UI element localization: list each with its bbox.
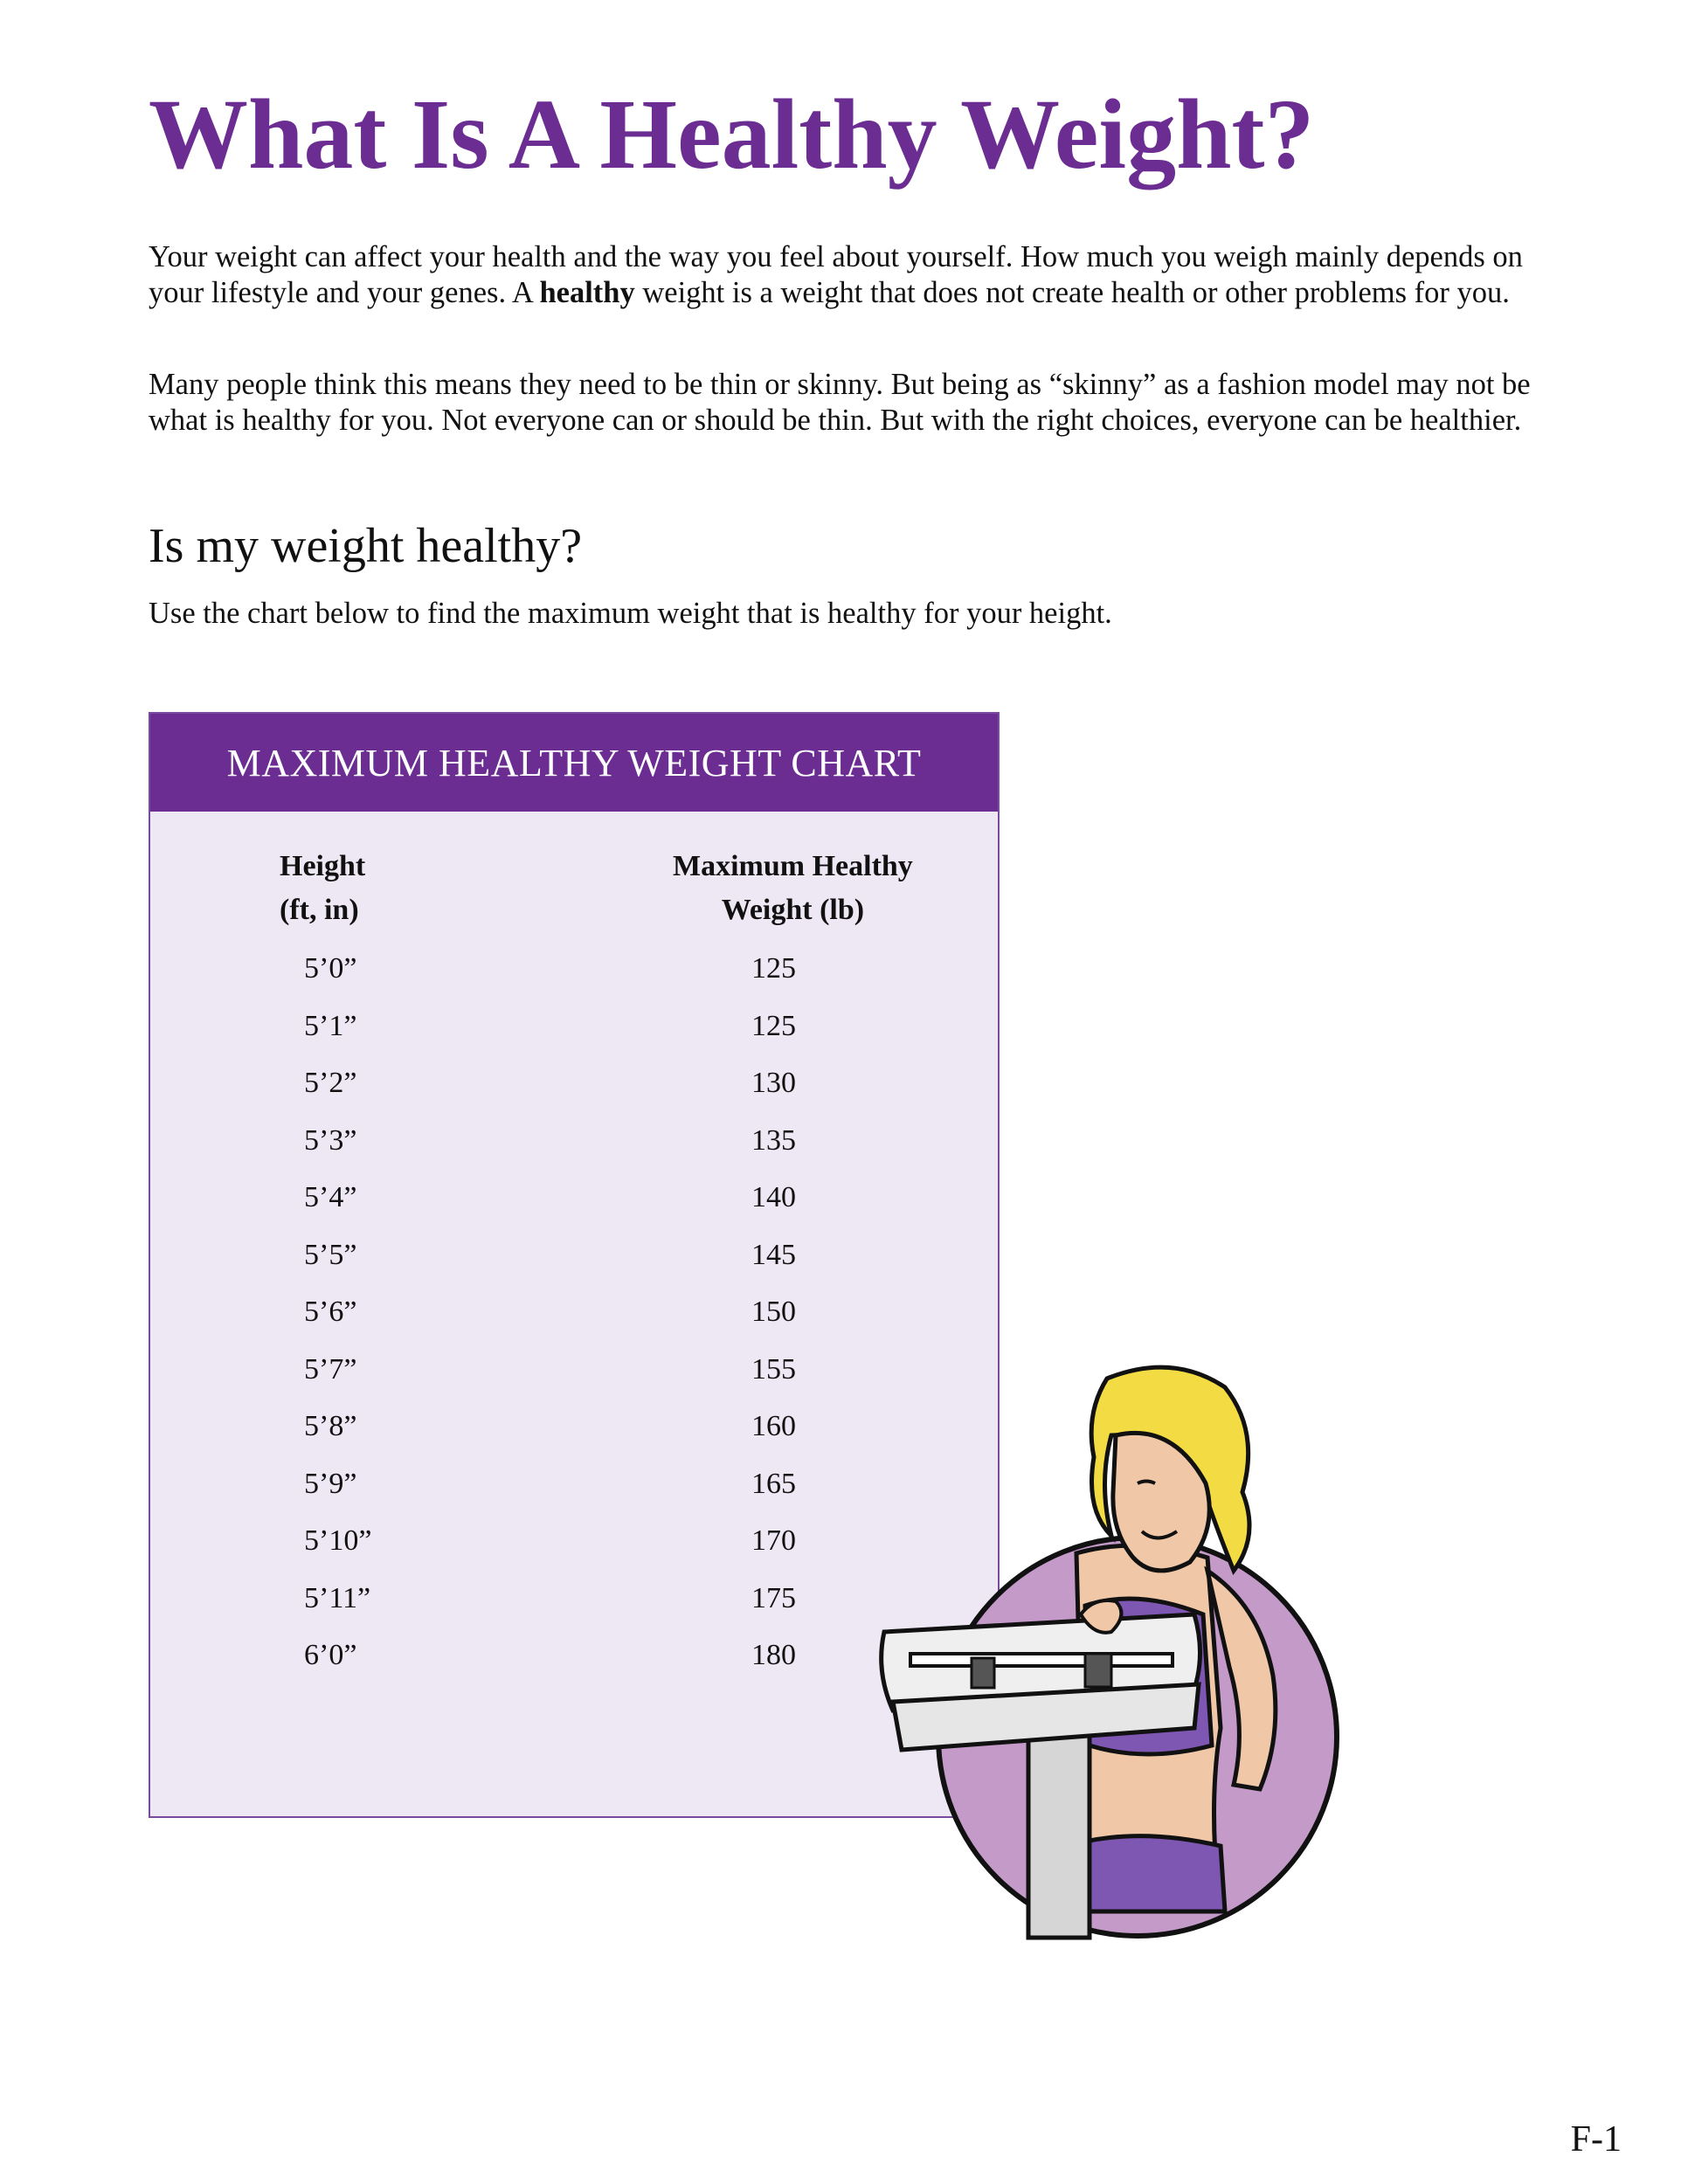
height-cell: 5’4” xyxy=(304,1181,357,1213)
table-row xyxy=(150,1001,998,1059)
table-row xyxy=(150,1344,998,1402)
height-cell: 5’1” xyxy=(304,1009,357,1042)
column-header-weight xyxy=(673,845,913,932)
table-row xyxy=(150,943,998,1001)
scale-column xyxy=(1028,1728,1090,1938)
weight-cell: 160 xyxy=(751,1410,796,1442)
page-title: What Is A Healthy Weight? xyxy=(149,79,1315,190)
table-row xyxy=(150,1401,998,1459)
weight-cell: 150 xyxy=(751,1296,796,1328)
weight-cell: 125 xyxy=(751,1009,796,1042)
weight-cell: 130 xyxy=(751,1067,796,1099)
chart-title: MAXIMUM HEALTHY WEIGHT CHART xyxy=(150,714,998,812)
intro-p1-bold: healthy xyxy=(539,276,635,309)
intro-p1-text-a: Your weight can affect your health and the way you feel about yourself. How much you weigh mainly depends on your lifestyle and your genes. A xyxy=(149,240,1523,309)
height-cell: 5’2” xyxy=(304,1067,357,1099)
table-row xyxy=(150,1287,998,1344)
scale-weight-slider xyxy=(972,1658,994,1688)
height-cell: 5’10” xyxy=(304,1524,372,1557)
weight-cell: 135 xyxy=(751,1123,796,1157)
height-cell: 5’3” xyxy=(304,1123,357,1157)
height-cell: 6’0” xyxy=(304,1639,357,1671)
table-row xyxy=(150,1630,998,1688)
column-header-height xyxy=(280,845,365,932)
table-row xyxy=(150,1172,998,1230)
weight-chart-table xyxy=(149,712,1000,1818)
intro-p1-text-b: weight is a weight that does not create health or other problems for you. xyxy=(634,276,1510,309)
intro-paragraph-1 xyxy=(149,239,1581,311)
page-number: F-1 xyxy=(1570,2119,1622,2160)
scale-beam-bar xyxy=(910,1654,1173,1666)
height-cell: 5’0” xyxy=(304,952,357,985)
column-header-height-line1: Height xyxy=(280,850,366,882)
weight-cell: 145 xyxy=(751,1238,796,1271)
column-header-weight-line1: Maximum Healthy xyxy=(673,850,913,882)
weight-cell: 175 xyxy=(751,1581,796,1614)
height-cell: 5’8” xyxy=(304,1410,357,1442)
table-row xyxy=(150,1459,998,1517)
table-row xyxy=(150,1516,998,1573)
height-cell: 5’11” xyxy=(304,1581,371,1614)
weight-cell: 170 xyxy=(751,1524,796,1557)
weight-cell: 165 xyxy=(751,1467,796,1500)
column-header-height-line2: (ft, in) xyxy=(280,894,359,926)
table-row xyxy=(150,1230,998,1288)
weight-cell: 125 xyxy=(751,952,796,985)
table-row xyxy=(150,1116,998,1173)
scale-weight-slider-2 xyxy=(1085,1654,1111,1687)
table-row xyxy=(150,1058,998,1116)
intro-paragraph-2: Many people think this means they need to be thin or skinny. But being as “skinny” as a fashion model may not be what is healthy for you. Not everyone can or should be thin. But with the right choices, everyone can be healthier. xyxy=(149,368,1531,437)
woman-on-scale-illustration xyxy=(875,1352,1347,1946)
column-header-weight-line2: Weight (lb) xyxy=(721,894,865,926)
section-instruction: Use the chart below to find the maximum weight that is healthy for your height. xyxy=(149,597,1112,630)
height-cell: 5’7” xyxy=(304,1352,357,1386)
weight-cell: 140 xyxy=(751,1181,796,1213)
shorts-shape xyxy=(1081,1836,1225,1911)
table-body xyxy=(150,943,998,1688)
height-cell: 5’9” xyxy=(304,1467,357,1500)
weight-cell: 180 xyxy=(751,1639,796,1671)
weight-cell: 155 xyxy=(751,1352,796,1386)
table-row xyxy=(150,1573,998,1631)
height-cell: 5’5” xyxy=(304,1238,357,1271)
height-cell: 5’6” xyxy=(304,1296,357,1328)
section-heading: Is my weight healthy? xyxy=(149,519,583,573)
